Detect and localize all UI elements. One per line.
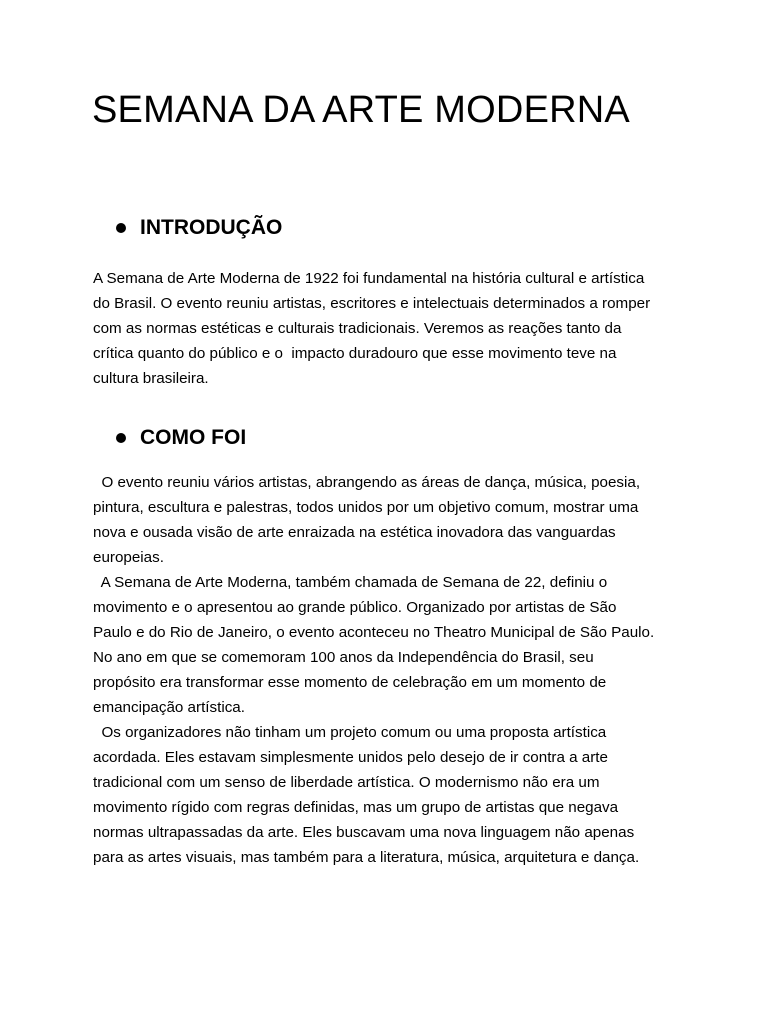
paragraph-line: para as artes visuais, mas também para a literatura, música, arquitetura e dança. [93,849,640,866]
paragraph-line: O evento reuniu vários artistas, abrangendo as áreas de dança, música, poesia, [93,474,641,491]
paragraph-line: cultura brasileira. [93,370,209,387]
document-title: SEMANA DA ARTE MODERNA [92,89,630,131]
paragraph-line: acordada. Eles estavam simplesmente unidos pelo desejo de ir contra a arte [93,749,608,766]
paragraph-line: Paulo e do Rio de Janeiro, o evento aconteceu no Theatro Municipal de São Paulo. [93,624,655,641]
paragraph-line: movimento rígido com regras definidas, mas um grupo de artistas que negava [93,799,619,816]
section-heading-label: INTRODUÇÃO [140,216,283,239]
paragraph-line: com as normas estéticas e culturais tradicionais. Veremos as reações tanto da [93,320,622,337]
paragraph-line: No ano em que se comemoram 100 anos da Independência do Brasil, seu [93,649,594,666]
paragraph-line: crítica quanto do público e o impacto duradouro que esse movimento teve na [93,345,617,362]
paragraph-line: nova e ousada visão de arte enraizada na estética inovadora das vanguardas [93,524,616,541]
section-body-como-foi [93,470,673,870]
paragraph-line: movimento e o apresentou ao grande público. Organizado por artistas de São [93,599,617,616]
paragraph-line: A Semana de Arte Moderna de 1922 foi fundamental na história cultural e artística [93,270,645,287]
section-heading-introducao [116,215,282,241]
paragraph-line: A Semana de Arte Moderna, também chamada de Semana de 22, definiu o [93,574,608,591]
paragraph-line: tradicional com um senso de liberdade artística. O modernismo não era um [93,774,600,791]
bullet-icon [116,433,126,443]
paragraph-line: emancipação artística. [93,699,245,716]
paragraph-line: propósito era transformar esse momento de celebração em um momento de [93,674,607,691]
section-heading-como-foi [116,425,246,451]
section-heading-label: COMO FOI [140,426,247,449]
paragraph-line: pintura, escultura e palestras, todos unidos por um objetivo comum, mostrar uma [93,499,639,516]
paragraph-line: do Brasil. O evento reuniu artistas, escritores e intelectuais determinados a romper [93,295,651,312]
paragraph-line: normas ultrapassadas da arte. Eles buscavam uma nova linguagem não apenas [93,824,635,841]
section-body-introducao [93,266,673,391]
bullet-icon [116,223,126,233]
paragraph-line: Os organizadores não tinham um projeto comum ou uma proposta artística [93,724,607,741]
paragraph-line: europeias. [93,549,164,566]
